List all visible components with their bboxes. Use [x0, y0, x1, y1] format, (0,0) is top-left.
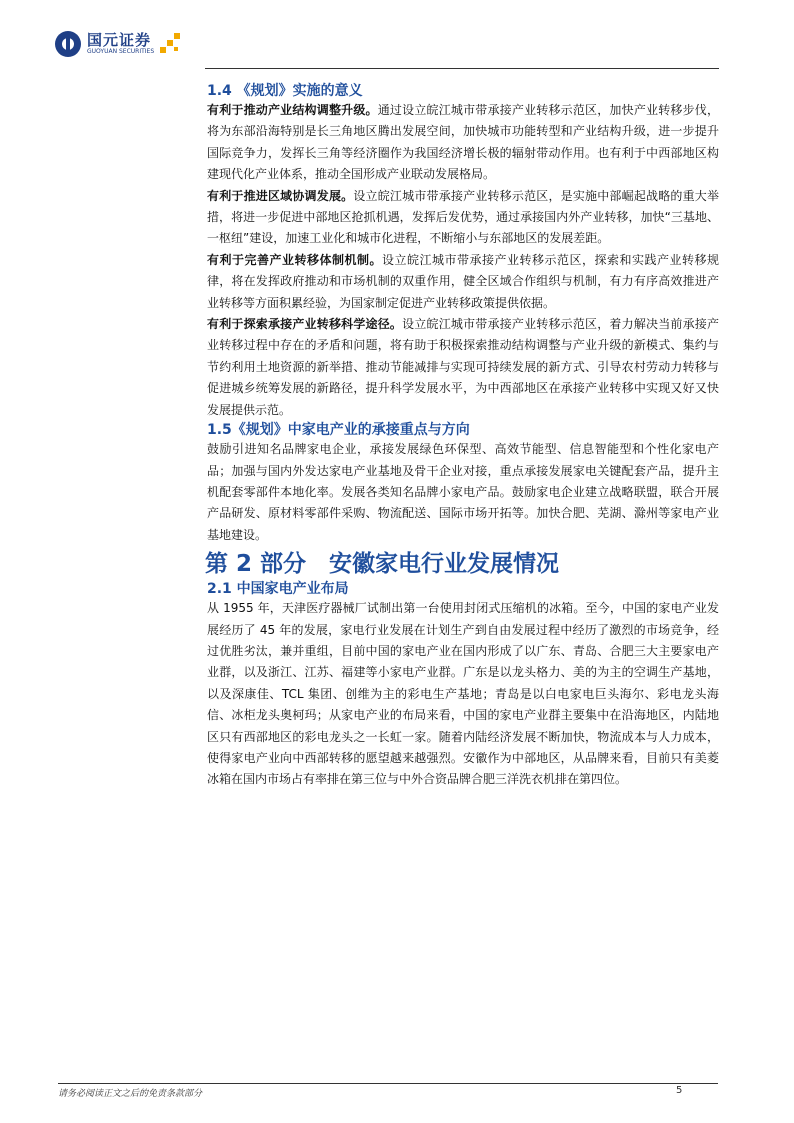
section-1-4-heading: 1.4 《规划》实施的意义 [207, 83, 363, 99]
paragraph-2-lead: 有利于推进区域协调发展。 [207, 188, 354, 203]
paragraph-3-lead: 有利于完善产业转移体制机制。 [207, 252, 382, 267]
paragraph-3-text: 设立皖江城市带承接产业转移示范区，探索和实践产业转移规律，将在发挥政府推动和市场机制的双重作用，健全区域合作组织与机制，有力有序高效推进产业转移等方面积累经验，为国家制定促进产业转移政策提供依据。 [207, 252, 719, 310]
logo-name-en: GUOYUAN SECURITIES [87, 48, 155, 55]
section-1-5-heading: 1.5《规划》中家电产业的承接重点与方向 [207, 422, 470, 439]
paragraph-2-text: 设立皖江城市带承接产业转移示范区，是实施中部崛起战略的重大举措，将进一步促进中部地区抢抓机遇，发挥后发优势，通过承接国内外产业转移，加快“三基地、一枢纽”建设，加速工业化和城市化进程，不断缩小与东部地区的发展差距。 [207, 188, 719, 246]
logo-icon [55, 31, 81, 57]
logo-squares-icon [160, 33, 182, 55]
paragraph-2 [207, 186, 719, 250]
paragraph-5: 鼓励引进知名品牌家电企业，承接发展绿色环保型、高效节能型、信息智能型和个性化家电产品；加强与国内外发达家电产业基地及骨干企业对接，重点承接发展家电关键配套产品，提升主机配套零部件本地化率。发展各类知名品牌小家电产品。鼓励家电企业建立战略联盟，联合开展产品研发、原材料零部件采购、物流配送、国际市场开拓等。加快合肥、芜湖、滁州等家电产业基地建设。 [207, 442, 719, 542]
page-number: 5 [676, 1085, 683, 1096]
paragraph-1-text: 通过设立皖江城市带承接产业转移示范区，加快产业转移步伐，将为东部沿海特别是长三角地区腾出发展空间，加快城市功能转型和产业结构升级，进一步提升国际竞争力，发挥长三角等经济圈作为我国经济增长极的辐射带动作用。也有利于中西部地区构建现代化产业体系，推动全国形成产业联动发展格局。 [207, 103, 719, 182]
footer-divider [58, 1083, 718, 1084]
paragraph-6: 从 1955 年，天津医疗器械厂试制出第一台使用封闭式压缩机的冰箱。至今，中国的家电产业发展经历了 45 年的发展，家电行业发展在计划生产到自由发展过程中经历了激烈的市场竞争，经过优胜劣汰，兼并重组，目前中国的家电产业在国内形成了以广东、青岛、合肥三大主要家电产业群，以及浙江、江苏、福建等小家电产业群。广东是以龙头格力、美的为主的空调生产基地，以及深康佳、TCL 集团、创维为主的彩电生产基地；青岛是以白电家电巨头海尔、彩电龙头海信、冰柜龙头奥柯玛；从家电产业的布局来看，中国的家电产业群主要集中在沿海地区，内陆地区只有西部地区的彩电龙头之一长虹一家。随着内陆经济发展不断加快，物流成本与人力成本，使得家电产业向中西部转移的愿望越来越强烈。安徽作为中部地区，从品牌来看，目前只有美菱冰箱在国内市场占有率排在第三位与中外合资品牌合肥三洋洗衣机排在第四位。 [207, 601, 719, 787]
company-logo [55, 30, 182, 58]
paragraph-3 [207, 250, 719, 314]
section-2-1-heading: 2.1 中国家电产业布局 [207, 581, 349, 598]
paragraph-1-lead: 有利于推动产业结构调整升级。 [207, 103, 378, 117]
logo-name-cn: 国元证券 [87, 31, 152, 49]
part-2-heading: 第 2 部分 安徽家电行业发展情况 [205, 551, 560, 578]
disclaimer-note: 请务必阅读正文之后的免责条款部分 [58, 1089, 203, 1099]
paragraph-4-text: 设立皖江城市带承接产业转移示范区，着力解决当前承接产业转移过程中存在的矛盾和问题，将有助于积极探索推动结构调整与产业升级的新模式、集约与节约利用土地资源的新举措、推动节能减排与实现可持续发展的新方式、引导农村劳动力转移与促进城乡统筹发展的新路径，提升科学发展水平，为中西部地区在承接产业转移中实现又好又快发展提供示范。 [207, 317, 719, 417]
paragraph-4-lead: 有利于探索承接产业转移科学途径。 [207, 317, 403, 332]
document-body [207, 82, 719, 791]
paragraph-1 [207, 100, 719, 186]
paragraph-4 [207, 314, 719, 421]
header-divider [205, 68, 719, 69]
